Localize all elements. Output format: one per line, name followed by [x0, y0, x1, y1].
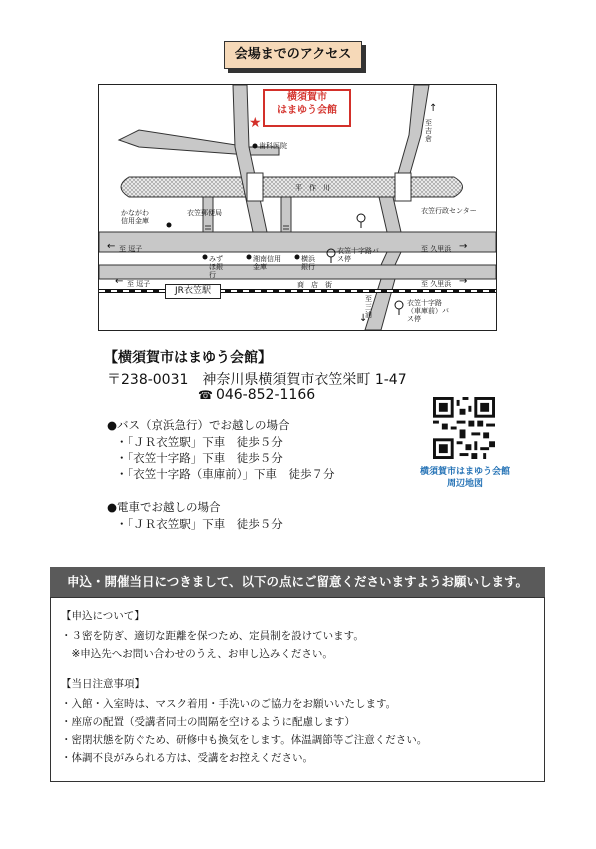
venue-address: 〒238-0031 神奈川県横須賀市衣笠栄町 1-47: [107, 372, 407, 388]
venue-map-line2: はまゆう会館: [277, 105, 337, 116]
road-venue: [233, 85, 267, 232]
mizuho-label: みずほ銀行: [209, 255, 223, 279]
west-bottom-label: 至 逗子: [127, 280, 151, 288]
notice-box: [50, 597, 545, 782]
qr-caption-line1: 横須賀市はまゆう会館: [419, 467, 510, 477]
bus-heading: ●バス（京浜急行）でお越しの場合: [107, 418, 290, 432]
east-bottom-arrow-icon: →: [459, 276, 468, 287]
qr-caption: [400, 466, 530, 490]
bridge-2: [395, 173, 411, 201]
notice-s1-line2: ※申込先へお問い合わせのうえ、お申し込みください。: [61, 648, 333, 660]
road-center: [281, 197, 291, 232]
north-arrow-icon: ↑: [429, 103, 438, 114]
qr-code-icon[interactable]: [432, 397, 496, 459]
bridge-1: [247, 173, 263, 201]
venue-marker-box: [263, 89, 351, 127]
west-bottom-arrow-icon: ←: [115, 276, 124, 287]
crosswalk-marks: [205, 226, 289, 229]
notice-header: 申込・開催当日につきまして、以下の点にご留意くださいますようお願いします。: [50, 567, 545, 597]
page-title: 会場までのアクセス: [224, 41, 362, 69]
west-top-label: 至 逗子: [119, 245, 143, 253]
east-top-arrow-icon: →: [459, 241, 468, 252]
notice-section2-title: 【当日注意事項】: [61, 678, 145, 690]
title-box: [224, 41, 362, 69]
bus-line-1: ・「ＪＲ衣笠駅」下車 徒歩５分: [116, 435, 283, 449]
train-line-1: ・「ＪＲ衣笠駅」下車 徒歩５分: [116, 517, 283, 531]
bus-line-3: ・「衣笠十字路（車庫前）」下車 徒歩７分: [116, 467, 335, 481]
road-lower: [99, 265, 496, 279]
notice-s2-line2: ・座席の配置（受講者同士の間隔を空けるように配慮します）: [61, 716, 355, 728]
bus-stop1-label: 衣笠十字路バス停: [337, 247, 379, 263]
venue-map-line1: 横須賀市: [287, 92, 327, 103]
river-label: 平 作 川: [295, 184, 330, 192]
west-top-arrow-icon: ←: [107, 241, 116, 252]
notice-s2-line3: ・密閉状態を防ぐため、研修中も換気をします。体温調節等ご注意ください。: [61, 734, 428, 746]
notice-s1-line1: ・３密を防ぎ、適切な距離を保つため、定員制を設けています。: [61, 630, 364, 642]
south-label: 至 三浦: [365, 295, 372, 319]
road-right-mid: [379, 197, 401, 232]
south-arrow-icon: ↓: [359, 313, 368, 324]
notice-s2-line4: ・体調不良がみられる方は、受講をお控えください。: [61, 752, 313, 764]
road-cross: [381, 252, 401, 265]
venue-star-icon: ★: [249, 115, 262, 131]
east-top-label: 至 久里浜: [421, 245, 452, 253]
yokohama-bank-label: 横浜銀行: [301, 255, 315, 271]
venue-name: 【横須賀市はまゆう会館】: [104, 350, 272, 366]
north-label: 至 吉倉: [425, 119, 432, 143]
access-map: [98, 84, 497, 331]
venue-phone: [198, 387, 315, 403]
bus-line-2: ・「衣笠十字路」下車 徒歩５分: [116, 451, 283, 465]
notice-section1-title: 【申込について】: [61, 610, 145, 622]
shonan-bank-label: 湘南信用金庫: [253, 255, 281, 271]
notice-s2-line1: ・入館・入室時は、マスク着用・手洗いのご協力をお願いいたします。: [61, 698, 397, 710]
east-bottom-label: 至 久里浜: [421, 280, 452, 288]
jr-station-label: JR衣笠駅: [165, 284, 221, 299]
shopping-street-label: 商 店 街: [297, 281, 332, 289]
train-heading: ●電車でお越しの場合: [107, 500, 221, 514]
bus-stop2-label: 衣笠十字路（車庫前）バス停: [407, 299, 449, 323]
phone-icon: ☎: [198, 388, 213, 402]
post-office-label: 衣笠郵便局: [187, 209, 222, 217]
dentist-label: 歯科医院: [259, 142, 287, 150]
road-diag-left: [119, 130, 279, 155]
kanagawa-bank-label: かながわ信用金庫: [121, 209, 149, 225]
kinugasa-center-label: 衣笠行政センター: [421, 207, 477, 215]
qr-caption-line2: 周辺地図: [446, 479, 483, 489]
phone-number[interactable]: 046-852-1166: [215, 387, 316, 403]
